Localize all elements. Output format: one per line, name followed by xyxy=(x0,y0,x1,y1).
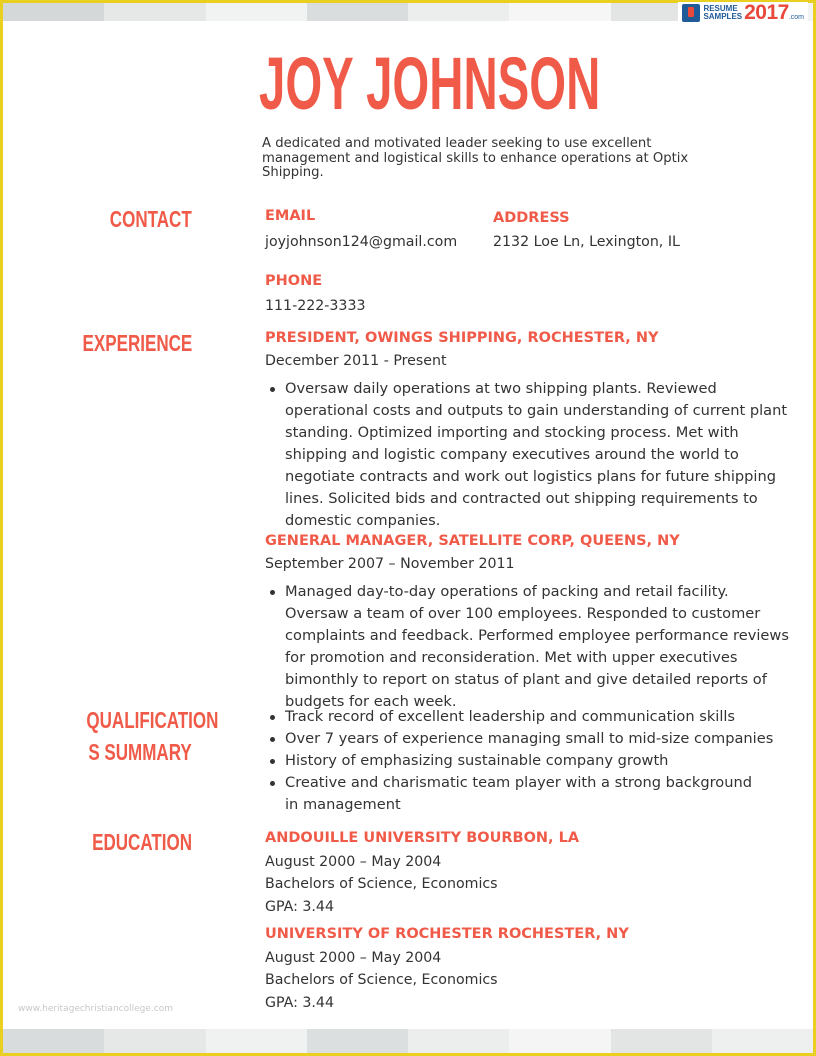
contact-section-title: CONTACT xyxy=(110,206,192,232)
email-value[interactable]: joyjohnson124@gmail.com xyxy=(265,234,458,250)
bottom-decorative-stripe xyxy=(3,1029,813,1053)
logo-year: 2017 xyxy=(744,1,789,24)
school-name: UNIVERSITY OF ROCHESTER ROCHESTER, NY xyxy=(265,926,629,942)
job-title: PRESIDENT, OWINGS SHIPPING, ROCHESTER, NY xyxy=(265,330,659,346)
qualifications-section-title: QUALIFICATION S SUMMARY xyxy=(86,707,219,765)
list-item: Track record of excellent leadership and communication skills xyxy=(265,706,795,728)
school-dates: August 2000 – May 2004 xyxy=(265,854,442,870)
school-name: ANDOUILLE UNIVERSITY BOURBON, LA xyxy=(265,830,580,846)
qualifications-list xyxy=(265,706,795,816)
school-dates: August 2000 – May 2004 xyxy=(265,950,442,966)
school-degree: Bachelors of Science, Economics xyxy=(265,876,498,892)
phone-value: 111-222-3333 xyxy=(265,298,366,314)
address-label: ADDRESS xyxy=(493,210,570,226)
candidate-name: JOY JOHNSON xyxy=(259,42,601,125)
job-title: GENERAL MANAGER, SATELLITE CORP, QUEENS, NY xyxy=(265,533,680,549)
list-item: Managed day-to-day operations of packing and retail facility. Oversaw a team of over 100 employees. Responded to customer complaints and feedback. Performed employee performance reviews for promotion and reconsideration. Met with upper executives bimonthly to report on status of plant and give detailed reports of budgets for each week. xyxy=(265,581,795,713)
job-duties-list xyxy=(265,581,795,713)
job-dates: September 2007 – November 2011 xyxy=(265,556,515,572)
school-gpa: GPA: 3.44 xyxy=(265,899,334,915)
job-dates: December 2011 - Present xyxy=(265,353,447,369)
resume-logo-icon xyxy=(682,4,700,22)
phone-label: PHONE xyxy=(265,273,323,289)
watermark: www.heritagechristiancollege.com xyxy=(18,1004,173,1014)
school-gpa: GPA: 3.44 xyxy=(265,995,334,1011)
logo-words: RESUME SAMPLES xyxy=(703,4,743,21)
email-label: EMAIL xyxy=(265,208,316,224)
logo-suffix: .com xyxy=(788,13,804,21)
objective-statement: A dedicated and motivated leader seeking to use excellent management and logistical skills to enhance operations at Optix Shipping. xyxy=(262,136,689,180)
list-item: Over 7 years of experience managing small to mid-size companies xyxy=(265,728,795,750)
experience-section-title: EXPERIENCE xyxy=(82,330,192,356)
job-duties-list xyxy=(265,378,795,532)
list-item: History of emphasizing sustainable company growth xyxy=(265,750,795,772)
education-section-title: EDUCATION xyxy=(92,829,192,855)
address-value: 2132 Loe Ln, Lexington, IL xyxy=(493,234,680,250)
list-item: Creative and charismatic team player with a strong background in management xyxy=(265,772,795,816)
list-item: Oversaw daily operations at two shipping plants. Reviewed operational costs and outputs to gain understanding of current plant standing. Optimized importing and stocking process. Met with shipping and logistic company executives around the world to negotiate contracts and work out logistics plans for future shipping lines. Solicited bids and contracted out shipping requirements to domestic companies. xyxy=(265,378,795,532)
resume-samples-logo[interactable] xyxy=(678,2,808,24)
school-degree: Bachelors of Science, Economics xyxy=(265,972,498,988)
